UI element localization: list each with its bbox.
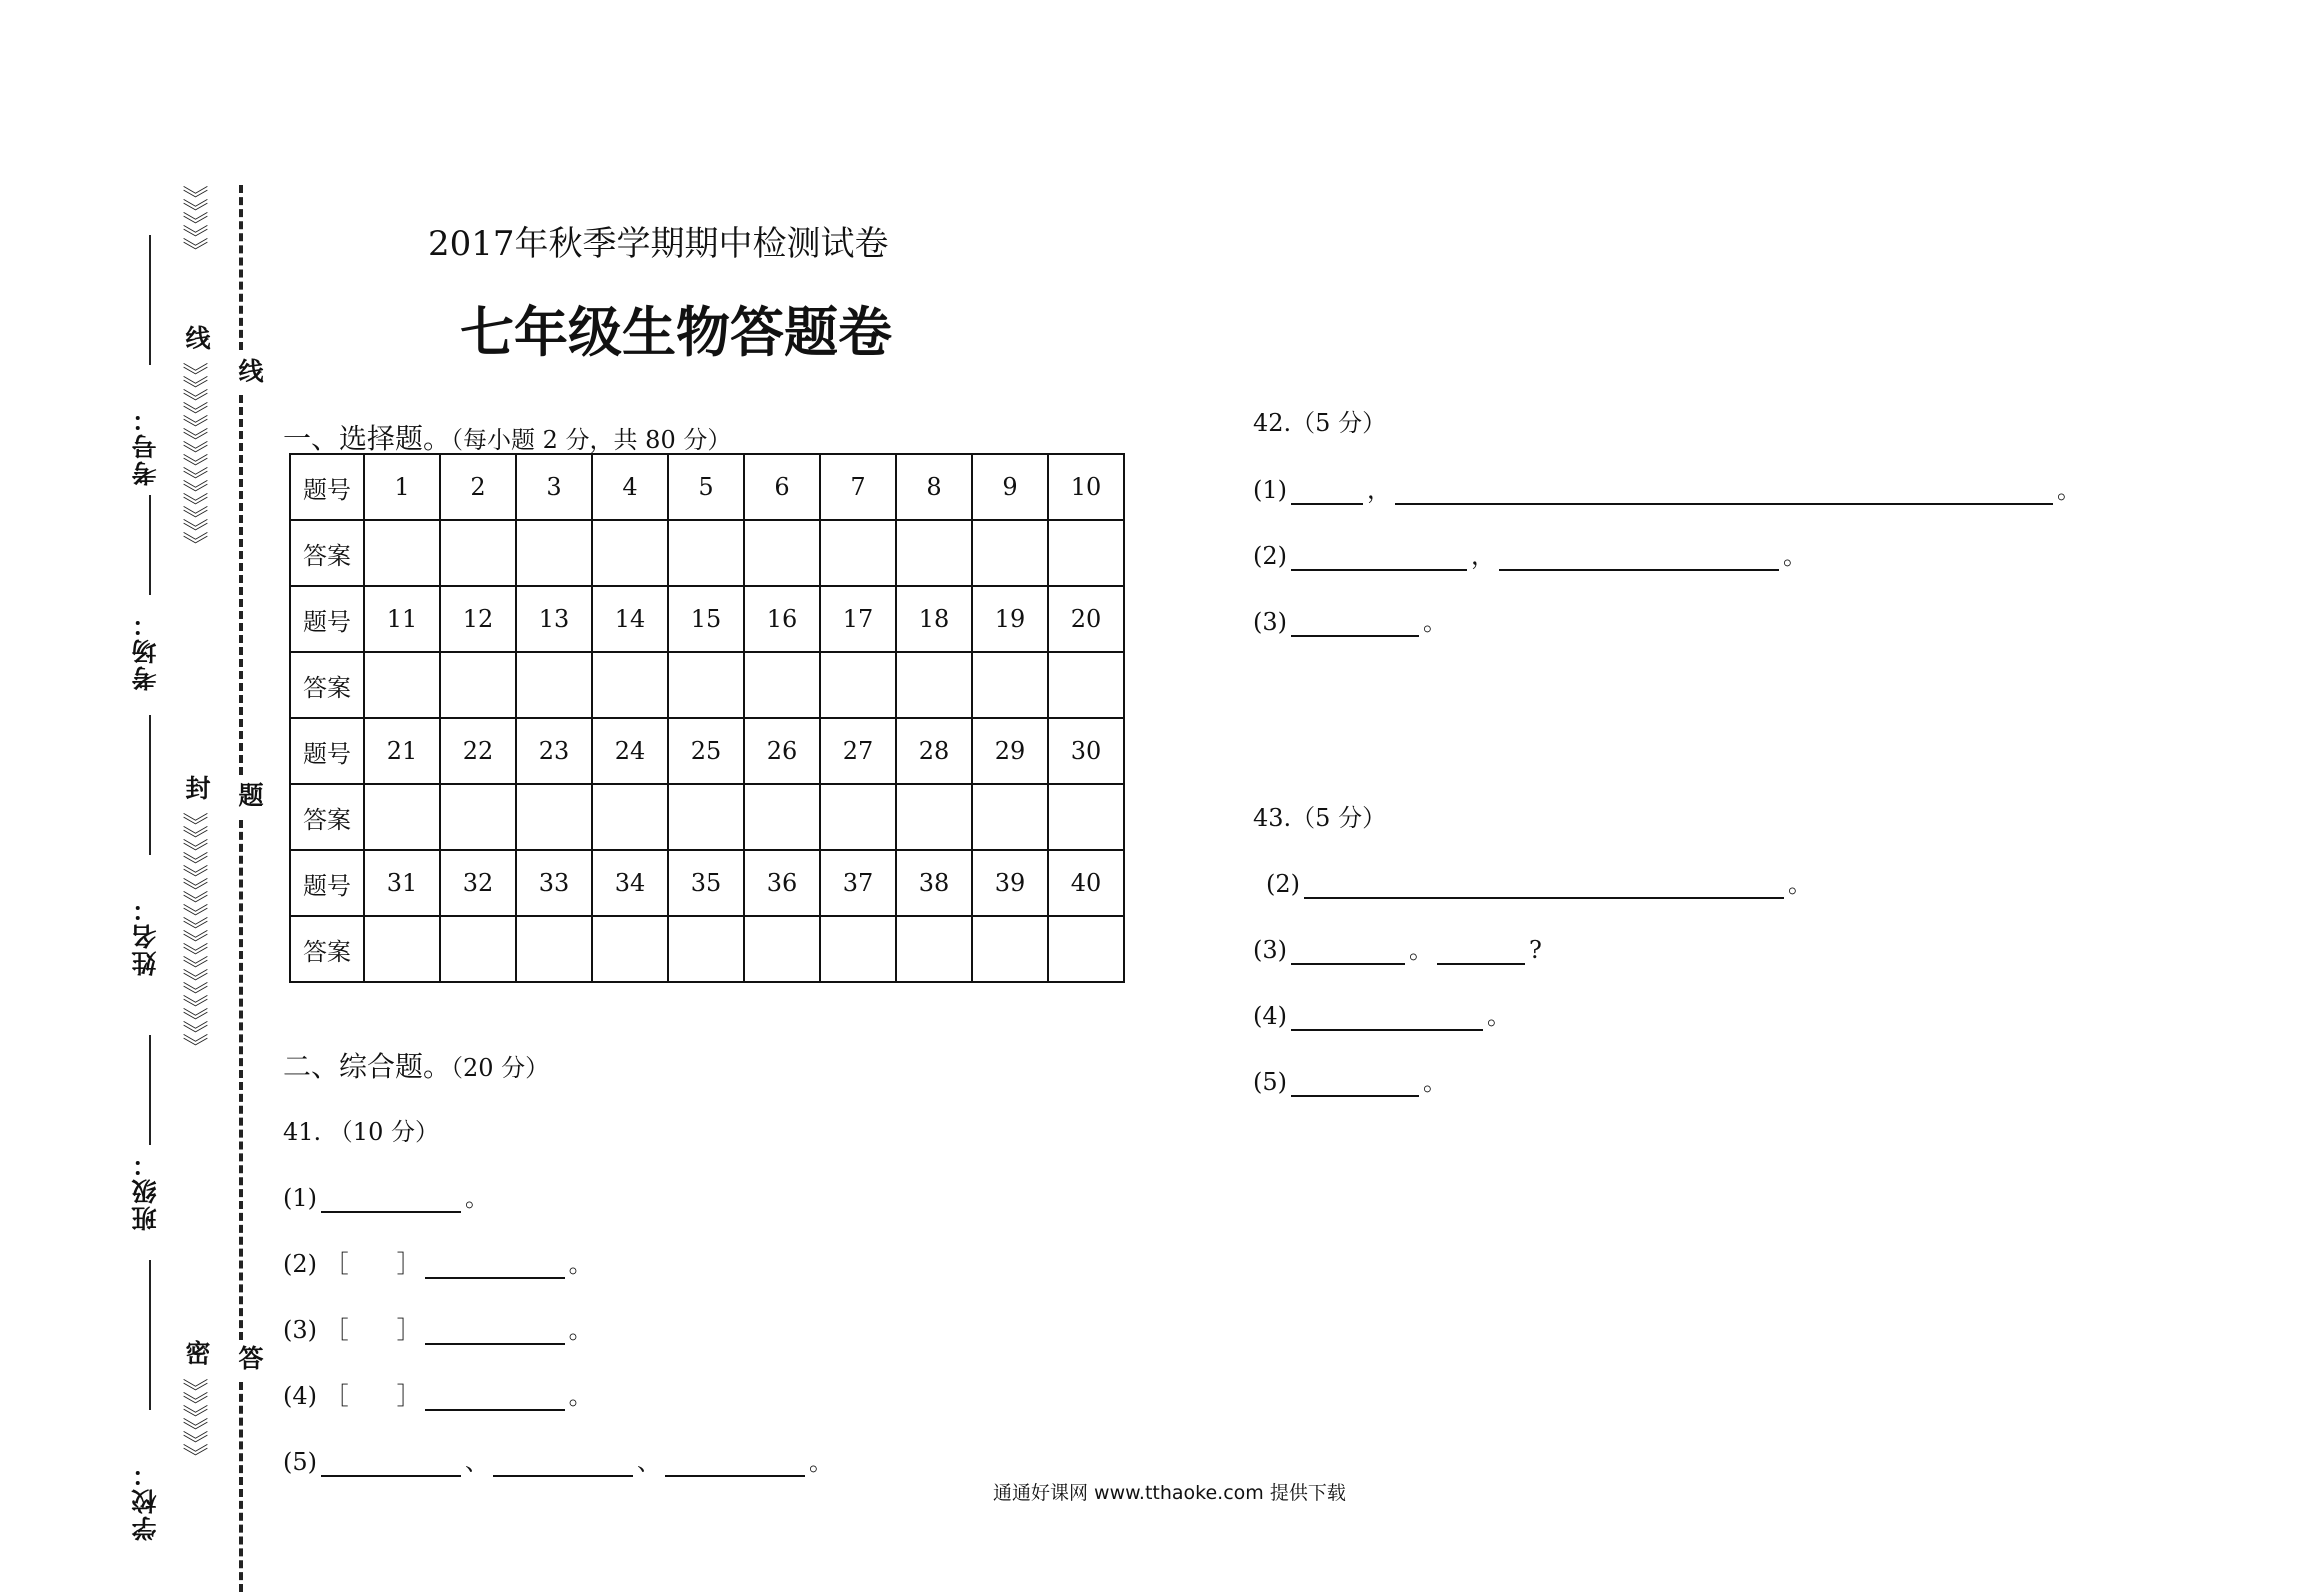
answer-cell[interactable] bbox=[896, 784, 972, 850]
question-number: 38 bbox=[896, 850, 972, 916]
q42-item-3: (3) 。 bbox=[1253, 608, 1447, 636]
name-line bbox=[149, 715, 151, 855]
question-number: 27 bbox=[820, 718, 896, 784]
question-number: 2 bbox=[440, 454, 516, 520]
footer-source: 通通好课网 www.tthaoke.com 提供下载 bbox=[993, 1482, 1346, 1504]
row-header-answer: 答案 bbox=[290, 652, 364, 718]
answer-blank[interactable] bbox=[1291, 611, 1419, 637]
question-number: 17 bbox=[820, 586, 896, 652]
answer-cell[interactable] bbox=[972, 652, 1048, 718]
answer-cell[interactable] bbox=[364, 916, 440, 982]
table-row bbox=[290, 718, 1124, 784]
seal-mark-seal: 封 bbox=[182, 775, 211, 802]
question-number: 3 bbox=[516, 454, 592, 520]
answer-cell[interactable] bbox=[1048, 652, 1124, 718]
q41-title: 41. （10 分） bbox=[283, 1118, 439, 1146]
table-row bbox=[290, 454, 1124, 520]
answer-cell[interactable] bbox=[440, 916, 516, 982]
dashed-line-mid-2 bbox=[239, 820, 243, 1340]
answer-cell[interactable] bbox=[668, 520, 744, 586]
dashed-line-bottom bbox=[239, 1382, 243, 1592]
question-number: 20 bbox=[1048, 586, 1124, 652]
q43-item-4: (4) 。 bbox=[1253, 1002, 1511, 1030]
seal-mark-line: 线 bbox=[182, 325, 211, 352]
dash-mark-line: 线 bbox=[235, 358, 264, 385]
answer-cell[interactable] bbox=[820, 520, 896, 586]
section2-heading: 二、综合题。（20 分） bbox=[283, 1050, 550, 1083]
answer-cell[interactable] bbox=[896, 652, 972, 718]
answer-cell[interactable] bbox=[896, 520, 972, 586]
q43-item-5: (5) 。 bbox=[1253, 1068, 1447, 1096]
question-number: 32 bbox=[440, 850, 516, 916]
row-header-answer: 答案 bbox=[290, 916, 364, 982]
q41-item-2: (2) ［ ］ 。 bbox=[283, 1250, 593, 1278]
q43-item-2: (2) 。 bbox=[1266, 870, 1812, 898]
question-number: 22 bbox=[440, 718, 516, 784]
answer-cell[interactable] bbox=[668, 652, 744, 718]
answer-cell[interactable] bbox=[820, 652, 896, 718]
chevron-column-top: 》》》》》 bbox=[178, 185, 208, 263]
dash-mark-answer: 答 bbox=[235, 1345, 264, 1372]
row-header-number: 题号 bbox=[290, 586, 364, 652]
dashed-line-top bbox=[239, 185, 243, 350]
table-row bbox=[290, 916, 1124, 982]
answer-cell[interactable] bbox=[592, 784, 668, 850]
answer-cell[interactable] bbox=[516, 916, 592, 982]
question-number: 29 bbox=[972, 718, 1048, 784]
answer-blank[interactable] bbox=[1395, 479, 2053, 505]
row-header-number: 题号 bbox=[290, 454, 364, 520]
answer-blank[interactable] bbox=[425, 1385, 565, 1411]
row-header-number: 题号 bbox=[290, 850, 364, 916]
exam-room-line bbox=[149, 495, 151, 595]
question-number: 23 bbox=[516, 718, 592, 784]
exam-number-line bbox=[149, 235, 151, 365]
exam-title: 2017年秋季学期期中检测试卷 bbox=[428, 224, 889, 264]
table-row bbox=[290, 652, 1124, 718]
answer-blank[interactable] bbox=[425, 1319, 565, 1345]
answer-blank[interactable] bbox=[1291, 1071, 1419, 1097]
q41-item-4: (4) ［ ］ 。 bbox=[283, 1382, 593, 1410]
question-number: 26 bbox=[744, 718, 820, 784]
answer-blank[interactable] bbox=[1437, 939, 1525, 965]
question-number: 11 bbox=[364, 586, 440, 652]
question-number: 8 bbox=[896, 454, 972, 520]
answer-cell[interactable] bbox=[516, 784, 592, 850]
question-number: 13 bbox=[516, 586, 592, 652]
exam-number-label: 考号： bbox=[131, 405, 160, 486]
question-number: 15 bbox=[668, 586, 744, 652]
question-number: 12 bbox=[440, 586, 516, 652]
question-number: 9 bbox=[972, 454, 1048, 520]
class-label: 班级： bbox=[131, 1150, 160, 1231]
question-number: 30 bbox=[1048, 718, 1124, 784]
question-number: 35 bbox=[668, 850, 744, 916]
q42-item-2: (2) ， 。 bbox=[1253, 542, 1807, 570]
answer-blank[interactable] bbox=[665, 1451, 805, 1477]
answer-cell[interactable] bbox=[516, 520, 592, 586]
answer-blank[interactable] bbox=[1291, 1005, 1483, 1031]
answer-cell[interactable] bbox=[1048, 520, 1124, 586]
q41-item-3: (3) ［ ］ 。 bbox=[283, 1316, 593, 1344]
row-header-answer: 答案 bbox=[290, 784, 364, 850]
answer-cell[interactable] bbox=[744, 520, 820, 586]
question-number: 18 bbox=[896, 586, 972, 652]
table-row bbox=[290, 850, 1124, 916]
question-number: 34 bbox=[592, 850, 668, 916]
class-line bbox=[149, 1035, 151, 1145]
table-row bbox=[290, 520, 1124, 586]
chevron-column-mid-1: 》》》》》》》》》》》》》》 bbox=[178, 362, 208, 557]
answer-cell[interactable] bbox=[364, 520, 440, 586]
q43-item-3: (3) 。 ? bbox=[1253, 936, 1542, 964]
question-number: 24 bbox=[592, 718, 668, 784]
answer-blank[interactable] bbox=[1291, 479, 1363, 505]
q41-item-1: (1) 。 bbox=[283, 1184, 489, 1212]
answer-cell[interactable] bbox=[668, 784, 744, 850]
question-number: 37 bbox=[820, 850, 896, 916]
question-number: 14 bbox=[592, 586, 668, 652]
question-number: 4 bbox=[592, 454, 668, 520]
question-number: 6 bbox=[744, 454, 820, 520]
table-row bbox=[290, 586, 1124, 652]
name-label: 姓名： bbox=[131, 895, 160, 976]
answer-blank[interactable] bbox=[425, 1253, 565, 1279]
question-number: 25 bbox=[668, 718, 744, 784]
answer-cell[interactable] bbox=[1048, 784, 1124, 850]
answer-cell[interactable] bbox=[972, 520, 1048, 586]
answer-blank[interactable] bbox=[1499, 545, 1779, 571]
answer-cell[interactable] bbox=[972, 916, 1048, 982]
seal-mark-secret: 密 bbox=[182, 1340, 211, 1367]
answer-blank[interactable] bbox=[321, 1451, 461, 1477]
answer-cell[interactable] bbox=[820, 916, 896, 982]
table-row bbox=[290, 784, 1124, 850]
question-number: 33 bbox=[516, 850, 592, 916]
row-header-number: 题号 bbox=[290, 718, 364, 784]
answer-blank[interactable] bbox=[321, 1187, 461, 1213]
answer-cell[interactable] bbox=[440, 784, 516, 850]
row-header-answer: 答案 bbox=[290, 520, 364, 586]
exam-room-label: 考场： bbox=[131, 610, 160, 691]
question-number: 21 bbox=[364, 718, 440, 784]
answer-cell[interactable] bbox=[592, 652, 668, 718]
answer-cell[interactable] bbox=[364, 652, 440, 718]
paper-title: 七年级生物答题卷 bbox=[460, 300, 892, 364]
answer-cell[interactable] bbox=[440, 652, 516, 718]
question-number: 28 bbox=[896, 718, 972, 784]
question-number: 39 bbox=[972, 850, 1048, 916]
question-number: 40 bbox=[1048, 850, 1124, 916]
answer-cell[interactable] bbox=[896, 916, 972, 982]
answer-cell[interactable] bbox=[668, 916, 744, 982]
answer-cell[interactable] bbox=[972, 784, 1048, 850]
answer-grid bbox=[289, 453, 1125, 983]
answer-cell[interactable] bbox=[744, 784, 820, 850]
answer-cell[interactable] bbox=[744, 652, 820, 718]
question-number: 36 bbox=[744, 850, 820, 916]
answer-blank[interactable] bbox=[493, 1451, 633, 1477]
q41-item-5: (5) 、 、 。 bbox=[283, 1448, 833, 1476]
answer-cell[interactable] bbox=[516, 652, 592, 718]
school-line bbox=[149, 1260, 151, 1410]
dash-mark-question: 题 bbox=[235, 782, 264, 809]
answer-cell[interactable] bbox=[820, 784, 896, 850]
q42-title: 42.（5 分） bbox=[1253, 409, 1387, 437]
question-number: 16 bbox=[744, 586, 820, 652]
question-number: 1 bbox=[364, 454, 440, 520]
answer-cell[interactable] bbox=[440, 520, 516, 586]
school-label: 学校： bbox=[131, 1460, 160, 1541]
question-number: 10 bbox=[1048, 454, 1124, 520]
question-number: 19 bbox=[972, 586, 1048, 652]
answer-cell[interactable] bbox=[592, 520, 668, 586]
answer-cell[interactable] bbox=[364, 784, 440, 850]
question-number: 5 bbox=[668, 454, 744, 520]
answer-blank[interactable] bbox=[1291, 939, 1405, 965]
answer-cell[interactable] bbox=[744, 916, 820, 982]
answer-cell[interactable] bbox=[592, 916, 668, 982]
section1-heading: 一、选择题。（每小题 2 分，共 80 分） bbox=[283, 422, 732, 455]
q43-title: 43.（5 分） bbox=[1253, 804, 1387, 832]
question-number: 31 bbox=[364, 850, 440, 916]
answer-blank[interactable] bbox=[1304, 873, 1784, 899]
answer-blank[interactable] bbox=[1291, 545, 1467, 571]
chevron-column-mid-2: 》》》》》》》》》》》》》》》》》》 bbox=[178, 812, 208, 1059]
q42-item-1: (1) ， 。 bbox=[1253, 476, 2081, 504]
dashed-line-mid-1 bbox=[239, 395, 243, 775]
question-number: 7 bbox=[820, 454, 896, 520]
chevron-column-bottom: 》》》》》》 bbox=[178, 1378, 208, 1469]
answer-cell[interactable] bbox=[1048, 916, 1124, 982]
